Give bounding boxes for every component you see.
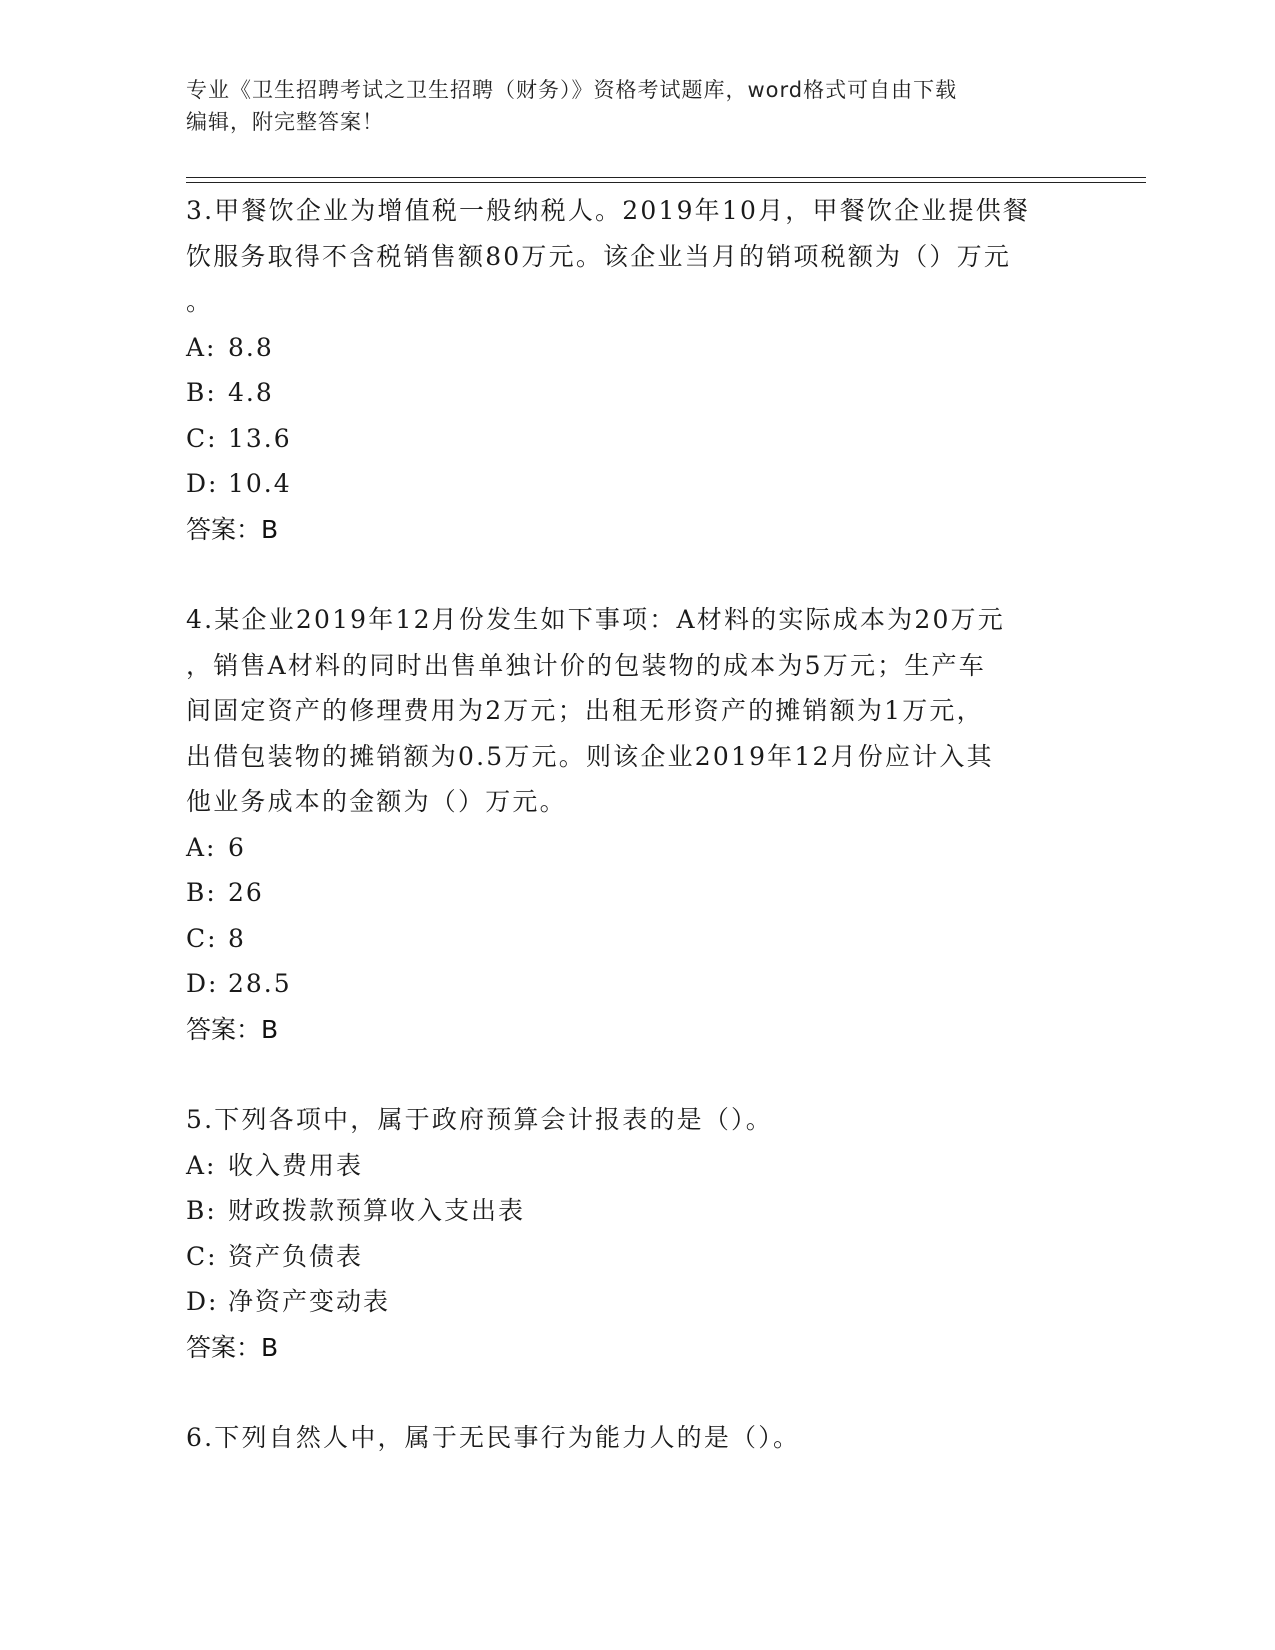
question-4-option-d: D: 28.5	[186, 969, 292, 998]
question-3-line-3: 。	[186, 287, 214, 316]
question-3-option-d: D: 10.4	[186, 469, 292, 498]
question-5-line-1: 5.下列各项中，属于政府预算会计报表的是（）。	[186, 1105, 773, 1134]
spacer	[186, 552, 1106, 597]
question-3-option-b: B: 4.8	[186, 378, 274, 407]
spacer	[186, 1370, 1106, 1415]
question-4-option-c: C: 8	[186, 923, 246, 953]
header-rule-top	[186, 177, 1146, 178]
question-5	[186, 1097, 1106, 1370]
question-3	[186, 188, 1106, 552]
header-rule-bottom	[186, 182, 1146, 183]
question-6-line-1: 6.下列自然人中，属于无民事行为能力人的是（）。	[186, 1423, 801, 1452]
question-3-answer: 答案：B	[186, 514, 279, 544]
question-4	[186, 597, 1106, 1052]
question-3-option-c: C: 13.6	[186, 423, 292, 453]
header-line-1: 专业《卫生招聘考试之卫生招聘（财务）》资格考试题库，word格式可自由下载	[186, 78, 958, 102]
question-5-option-d: D: 净资产变动表	[186, 1287, 391, 1316]
question-4-option-a: A: 6	[186, 832, 246, 862]
question-4-line-2: ，销售A材料的同时出售单独计价的包装物的成本为5万元；生产车	[186, 650, 986, 680]
question-4-line-4: 出借包装物的摊销额为0.5万元。则该企业2019年12月份应计入其	[186, 741, 994, 771]
question-list	[186, 188, 1106, 1461]
question-5-answer: 答案：B	[186, 1332, 279, 1362]
question-4-line-5: 他业务成本的金额为（）万元。	[186, 787, 567, 816]
question-3-line-1: 3.甲餐饮企业为增值税一般纳税人。2019年10月，甲餐饮企业提供餐	[186, 196, 1031, 225]
spacer	[186, 1052, 1106, 1097]
question-4-option-b: B: 26	[186, 878, 264, 907]
question-4-line-3: 间固定资产的修理费用为2万元；出租无形资产的摊销额为1万元，	[186, 696, 984, 725]
question-4-answer: 答案：B	[186, 1014, 279, 1044]
question-3-line-2: 饮服务取得不含税销售额80万元。该企业当月的销项税额为（）万元	[186, 241, 1012, 271]
question-5-option-b: B: 财政拨款预算收入支出表	[186, 1196, 526, 1225]
document-header	[186, 74, 1086, 138]
question-6	[186, 1415, 1106, 1461]
question-5-option-c: C: 资产负债表	[186, 1241, 364, 1271]
question-3-option-a: A: 8.8	[186, 332, 274, 362]
header-line-2: 编辑，附完整答案！	[186, 110, 384, 134]
question-4-line-1: 4.某企业2019年12月份发生如下事项：A材料的实际成本为20万元	[186, 605, 1005, 634]
question-5-option-a: A: 收入费用表	[186, 1150, 364, 1180]
